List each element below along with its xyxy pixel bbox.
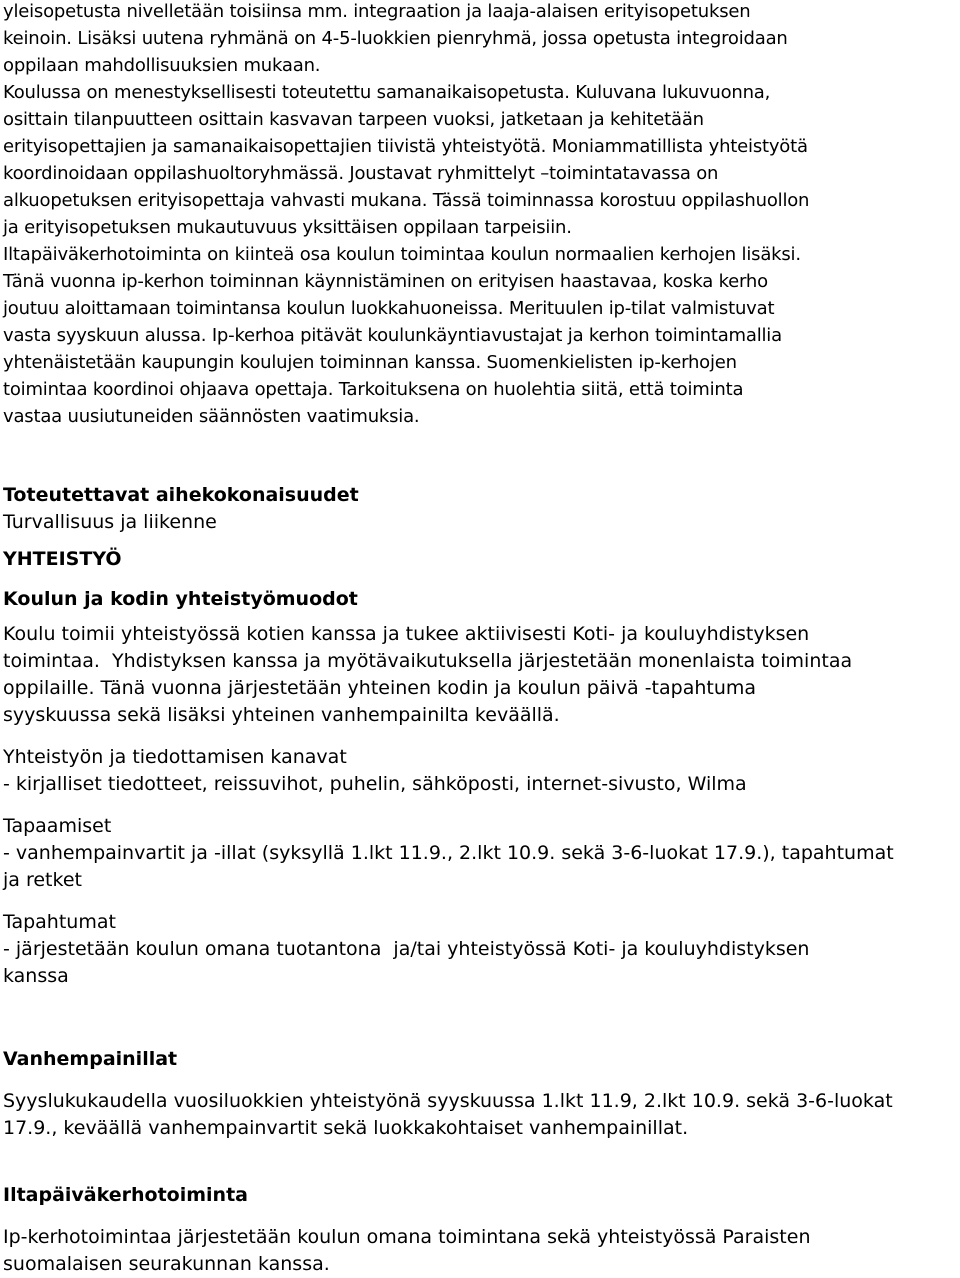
paragraph-line: alkuopetuksen erityisopettaja vahvasti mukana. Tässä toiminnassa korostuu oppilashuollon [3,190,810,211]
paragraph-line: erityisopettajien ja samanaikaisopettajien tiivistä yhteistyötä. Moniammatillista yhteistyötä [3,136,808,157]
paragraph-line: 17.9., keväällä vanhempainvartit sekä luokkakohtaiset vanhempainillat. [3,1117,689,1139]
events-title: Tapahtumat [3,911,116,933]
topics-text: Turvallisuus ja liikenne [3,511,217,533]
paragraph-line: Koulu toimii yhteistyössä kotien kanssa ja tukee aktiivisesti Koti- ja kouluyhdistyksen [3,623,810,645]
paragraph-line: oppilaan mahdollisuuksien mukaan. [3,55,321,76]
paragraph-line: vasta syyskuun alussa. Ip-kerhoa pitävät koulunkäyntiavustajat ja kerhon toimintamallia [3,325,782,346]
paragraph-line: Koulussa on menestyksellisesti toteutettu samanaikaisopetusta. Kuluvana lukuvuonna, [3,82,771,103]
paragraph-line: toimintaa koordinoi ohjaava opettaja. Tarkoituksena on huolehtia siitä, että toiminta [3,379,744,400]
cooperation-heading: YHTEISTYÖ [3,548,122,570]
paragraph-line: Syyslukukaudella vuosiluokkien yhteistyönä syyskuussa 1.lkt 11.9, 2.lkt 10.9. sekä 3-6-luokat [3,1090,893,1112]
paragraph-line: syyskuussa sekä lisäksi yhteinen vanhempainilta keväällä. [3,704,560,726]
channels-line: - kirjalliset tiedotteet, reissuvihot, puhelin, sähköposti, internet-sivusto, Wilma [3,773,747,795]
paragraph-line: yhtenäistetään kaupungin koulujen toiminnan kanssa. Suomenkielisten ip-kerhojen [3,352,737,373]
paragraph-line: Tänä vuonna ip-kerhon toiminnan käynnistäminen on erityisen haastavaa, koska kerho [3,271,768,292]
paragraph-line: Iltapäiväkerhotoiminta on kiinteä osa koulun toimintaa koulun normaalien kerhojen lisäksi. [3,244,801,265]
meetings-title: Tapaamiset [3,815,112,837]
cooperation-subheading: Koulun ja kodin yhteistyömuodot [3,588,358,610]
paragraph-line: oppilaille. Tänä vuonna järjestetään yhteinen kodin ja koulun päivä -tapahtuma [3,677,757,699]
parent-evenings-heading: Vanhempainillat [3,1048,178,1070]
paragraph-line: yleisopetusta nivelletään toisiinsa mm. integraation ja laaja-alaisen erityisopetuksen [3,1,751,22]
events-line: kanssa [3,965,69,987]
paragraph-line: suomalaisen seurakunnan kanssa. [3,1253,330,1275]
paragraph-line: toimintaa. Yhdistyksen kanssa ja myötävaikutuksella järjestetään monenlaista toimintaa [3,650,853,672]
events-line: - järjestetään koulun omana tuotantona ja/tai yhteistyössä Koti- ja kouluyhdistyksen [3,938,810,960]
channels-title: Yhteistyön ja tiedottamisen kanavat [3,746,347,768]
paragraph-line: osittain tilanpuutteen osittain kasvavan tarpeen vuoksi, jatketaan ja kehitetään [3,109,704,130]
paragraph-line: koordinoidaan oppilashuoltoryhmässä. Joustavat ryhmittelyt –toimintatavassa on [3,163,719,184]
meetings-line: ja retket [3,869,82,891]
afternoon-club-heading: Iltapäiväkerhotoiminta [3,1184,248,1206]
paragraph-line: keinoin. Lisäksi uutena ryhmänä on 4-5-luokkien pienryhmä, jossa opetusta integroidaan [3,28,788,49]
topics-heading: Toteutettavat aihekokonaisuudet [3,484,359,506]
paragraph-line: vastaa uusiutuneiden säännösten vaatimuksia. [3,406,420,427]
paragraph-line: joutuu aloittamaan toimintansa koulun luokkahuoneissa. Merituulen ip-tilat valmistuvat [3,298,775,319]
paragraph-line: Ip-kerhotoimintaa järjestetään koulun omana toimintana sekä yhteistyössä Paraisten [3,1226,811,1248]
paragraph-line: ja erityisopetuksen mukautuvuus yksittäisen oppilaan tarpeisiin. [3,217,572,238]
meetings-line: - vanhempainvartit ja -illat (syksyllä 1.lkt 11.9., 2.lkt 10.9. sekä 3-6-luokat 17.9.), tapahtumat [3,842,894,864]
